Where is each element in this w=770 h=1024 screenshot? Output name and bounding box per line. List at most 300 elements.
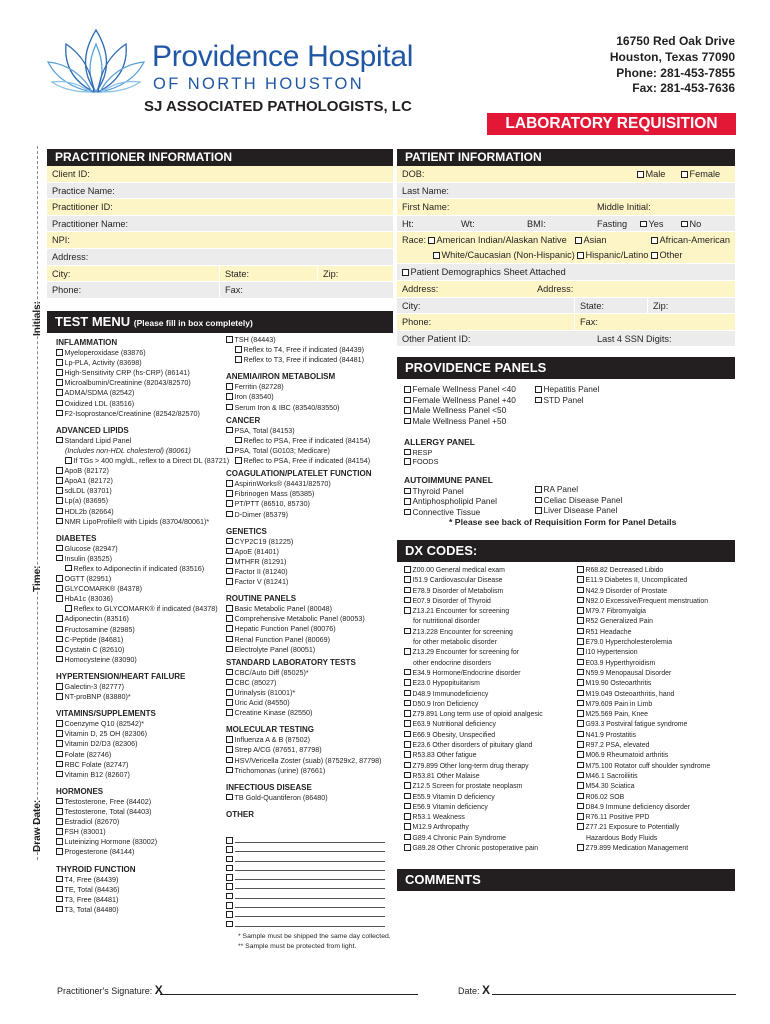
checkbox-icon[interactable] <box>404 407 411 414</box>
checkbox-icon[interactable] <box>577 731 584 738</box>
checkbox-icon[interactable] <box>56 730 63 737</box>
race-option-4[interactable] <box>433 247 575 263</box>
checkbox-icon[interactable] <box>226 837 233 844</box>
list-item[interactable] <box>226 614 382 624</box>
checkbox-icon[interactable] <box>577 782 584 789</box>
list-item[interactable] <box>404 576 543 586</box>
list-item[interactable] <box>404 597 543 607</box>
list-item[interactable] <box>56 496 229 506</box>
checkbox-icon[interactable] <box>577 803 584 810</box>
checkbox-icon[interactable] <box>577 587 584 594</box>
checkbox-icon[interactable] <box>404 648 411 655</box>
list-item[interactable] <box>226 645 382 655</box>
checkbox-icon[interactable] <box>404 751 411 758</box>
panel-option[interactable] <box>535 505 622 516</box>
checkbox-icon[interactable] <box>404 458 411 465</box>
write-in-line[interactable] <box>235 845 385 852</box>
list-item[interactable] <box>226 678 382 688</box>
checkbox-icon[interactable] <box>226 490 233 497</box>
checkbox-icon[interactable] <box>577 710 584 717</box>
checkbox-icon[interactable] <box>404 823 411 830</box>
reflex-test-item[interactable] <box>226 456 382 466</box>
checkbox-icon[interactable] <box>404 397 411 404</box>
checkbox-icon[interactable] <box>56 349 63 356</box>
patient-city-label[interactable]: City: <box>402 300 421 311</box>
checkbox-icon[interactable] <box>404 587 411 594</box>
race-option-5[interactable] <box>577 247 648 263</box>
checkbox-icon[interactable] <box>226 669 233 676</box>
checkbox-icon[interactable] <box>226 846 233 853</box>
checkbox-icon[interactable] <box>577 597 584 604</box>
checkbox-icon[interactable] <box>56 906 63 913</box>
list-item[interactable] <box>404 607 543 617</box>
list-item[interactable] <box>226 635 382 645</box>
list-item[interactable] <box>577 679 710 689</box>
first-name-label[interactable]: First Name: <box>402 202 450 213</box>
checkbox-icon[interactable] <box>226 709 233 716</box>
list-item[interactable] <box>577 782 710 792</box>
list-item[interactable] <box>56 719 229 729</box>
checkbox-icon[interactable] <box>577 772 584 779</box>
reflex-test-item[interactable] <box>226 355 382 365</box>
list-item[interactable] <box>226 557 382 567</box>
checkbox-icon[interactable] <box>56 379 63 386</box>
list-item[interactable] <box>404 700 543 710</box>
checkbox-icon[interactable] <box>65 565 72 572</box>
checkbox-icon[interactable] <box>535 497 542 504</box>
list-item[interactable] <box>226 446 382 456</box>
list-item[interactable] <box>226 668 382 678</box>
checkbox-icon[interactable] <box>433 252 440 259</box>
checkbox-icon[interactable] <box>56 646 63 653</box>
checkbox-icon[interactable] <box>56 798 63 805</box>
checkbox-icon[interactable] <box>56 518 63 525</box>
checkbox-icon[interactable] <box>226 404 233 411</box>
list-item[interactable] <box>56 655 229 665</box>
checkbox-icon[interactable] <box>577 813 584 820</box>
list-item[interactable] <box>226 688 382 698</box>
demographics-row[interactable] <box>397 264 735 281</box>
checkbox-icon[interactable] <box>56 508 63 515</box>
checkbox-icon[interactable] <box>226 856 233 863</box>
list-item[interactable] <box>226 382 382 392</box>
list-item[interactable] <box>226 547 382 557</box>
checkbox-icon[interactable] <box>56 497 63 504</box>
checkbox-icon[interactable] <box>226 921 233 928</box>
checkbox-icon[interactable] <box>577 741 584 748</box>
other-test-line[interactable] <box>226 882 385 891</box>
checkbox-icon[interactable] <box>404 793 411 800</box>
checkbox-icon[interactable] <box>56 838 63 845</box>
checkbox-icon[interactable] <box>404 700 411 707</box>
list-item[interactable] <box>404 772 543 782</box>
checkbox-icon[interactable] <box>404 386 411 393</box>
checkbox-icon[interactable] <box>226 767 233 774</box>
list-item[interactable] <box>56 625 229 635</box>
write-in-line[interactable] <box>235 920 385 927</box>
list-item[interactable] <box>56 895 229 905</box>
practitioner-city-label[interactable]: City: <box>52 268 71 279</box>
practice-name-field[interactable] <box>47 183 393 200</box>
list-item[interactable] <box>56 486 229 496</box>
checkbox-icon[interactable] <box>577 762 584 769</box>
panel-option[interactable] <box>404 405 516 416</box>
list-item[interactable] <box>577 762 710 772</box>
list-item[interactable] <box>226 489 382 499</box>
list-item[interactable] <box>404 679 543 689</box>
race-option-3[interactable] <box>651 232 730 248</box>
panel-option[interactable] <box>535 495 622 506</box>
checkbox-icon[interactable] <box>226 736 233 743</box>
checkbox-icon[interactable] <box>226 558 233 565</box>
checkbox-icon[interactable] <box>226 911 233 918</box>
list-item[interactable] <box>404 844 543 854</box>
checkbox-icon[interactable] <box>404 731 411 738</box>
list-item[interactable] <box>226 499 382 509</box>
checkbox-icon[interactable] <box>226 615 233 622</box>
checkbox-icon[interactable] <box>404 576 411 583</box>
other-test-line[interactable] <box>226 901 385 910</box>
checkbox-icon[interactable] <box>404 762 411 769</box>
list-item[interactable] <box>404 813 543 823</box>
checkbox-icon[interactable] <box>404 449 411 456</box>
list-item[interactable] <box>56 905 229 915</box>
write-in-line[interactable] <box>235 882 385 889</box>
checkbox-icon[interactable] <box>535 507 542 514</box>
list-item[interactable] <box>226 698 382 708</box>
list-item[interactable] <box>404 782 543 792</box>
checkbox-icon[interactable] <box>235 346 242 353</box>
panel-option[interactable] <box>404 486 497 497</box>
list-item[interactable] <box>56 574 229 584</box>
practitioner-phone-label[interactable]: Phone: <box>52 285 82 296</box>
checkbox-icon[interactable] <box>404 844 411 851</box>
list-item[interactable] <box>577 597 710 607</box>
checkbox-icon[interactable] <box>404 710 411 717</box>
signature-line[interactable] <box>160 994 418 995</box>
list-item[interactable] <box>404 803 543 813</box>
list-item[interactable] <box>56 885 229 895</box>
checkbox-icon[interactable] <box>226 383 233 390</box>
checkbox-icon[interactable] <box>56 771 63 778</box>
checkbox-icon[interactable] <box>577 617 584 624</box>
race-option-1[interactable] <box>428 232 567 248</box>
checkbox-icon[interactable] <box>577 566 584 573</box>
list-item[interactable] <box>56 729 229 739</box>
list-item[interactable] <box>56 378 229 388</box>
list-item[interactable] <box>56 614 229 624</box>
write-in-line[interactable] <box>235 910 385 917</box>
dob-label[interactable]: DOB: <box>402 169 425 179</box>
checkbox-icon[interactable] <box>577 648 584 655</box>
list-item[interactable] <box>226 403 382 413</box>
reflex-test-item[interactable] <box>226 345 382 355</box>
list-item[interactable] <box>226 604 382 614</box>
list-item[interactable] <box>56 770 229 780</box>
other-test-line[interactable] <box>226 836 385 845</box>
list-item[interactable] <box>404 648 543 658</box>
checkbox-icon[interactable] <box>404 597 411 604</box>
patient-fax-field[interactable] <box>574 314 598 330</box>
checkbox-icon[interactable] <box>235 356 242 363</box>
list-item[interactable] <box>577 659 710 669</box>
checkbox-icon[interactable] <box>56 359 63 366</box>
checkbox-icon[interactable] <box>226 646 233 653</box>
list-item[interactable] <box>226 745 382 755</box>
middle-initial-label[interactable]: Middle Initial: <box>597 202 651 213</box>
checkbox-icon[interactable] <box>226 636 233 643</box>
write-in-line[interactable] <box>235 873 385 880</box>
checkbox-icon[interactable] <box>575 237 582 244</box>
list-item[interactable] <box>56 507 229 517</box>
checkbox-icon[interactable] <box>226 548 233 555</box>
checkbox-icon[interactable] <box>404 782 411 789</box>
panel-option[interactable] <box>535 484 622 495</box>
list-item[interactable] <box>404 731 543 741</box>
checkbox-icon[interactable] <box>65 605 72 612</box>
checkbox-icon[interactable] <box>404 488 411 495</box>
list-item[interactable] <box>404 720 543 730</box>
other-test-line[interactable] <box>226 864 385 873</box>
checkbox-icon[interactable] <box>404 741 411 748</box>
checkbox-icon[interactable] <box>56 389 63 396</box>
list-item[interactable] <box>56 436 229 446</box>
list-item[interactable] <box>56 388 229 398</box>
npi-field[interactable] <box>47 232 393 249</box>
checkbox-icon[interactable] <box>577 690 584 697</box>
checkbox-icon[interactable] <box>402 269 409 276</box>
checkbox-icon[interactable] <box>56 467 63 474</box>
reflex-test-item[interactable] <box>226 436 382 446</box>
list-item[interactable] <box>56 837 229 847</box>
checkbox-icon[interactable] <box>56 545 63 552</box>
list-item[interactable] <box>56 682 229 692</box>
checkbox-icon[interactable] <box>577 823 584 830</box>
practitioner-name-field[interactable] <box>47 216 393 233</box>
list-item[interactable] <box>56 466 229 476</box>
panel-option[interactable] <box>404 448 475 458</box>
checkbox-icon[interactable] <box>226 447 233 454</box>
checkbox-icon[interactable] <box>404 679 411 686</box>
checkbox-icon[interactable] <box>56 410 63 417</box>
checkbox-icon[interactable] <box>404 690 411 697</box>
checkbox-icon[interactable] <box>637 171 644 178</box>
checkbox-icon[interactable] <box>56 886 63 893</box>
checkbox-icon[interactable] <box>226 480 233 487</box>
male-option[interactable] <box>637 166 665 183</box>
list-item[interactable] <box>226 766 382 776</box>
race-option-6[interactable] <box>651 247 682 263</box>
checkbox-icon[interactable] <box>56 437 63 444</box>
checkbox-icon[interactable] <box>56 477 63 484</box>
practitioner-fax-field[interactable] <box>219 282 243 298</box>
checkbox-icon[interactable] <box>235 437 242 444</box>
list-item[interactable] <box>577 587 710 597</box>
list-item[interactable] <box>56 875 229 885</box>
checkbox-icon[interactable] <box>226 511 233 518</box>
checkbox-icon[interactable] <box>56 693 63 700</box>
checkbox-icon[interactable] <box>65 457 72 464</box>
list-item[interactable] <box>226 577 382 587</box>
checkbox-icon[interactable] <box>681 171 688 178</box>
list-item[interactable] <box>226 793 382 803</box>
bmi-label[interactable]: BMI: <box>527 218 546 229</box>
checkbox-icon[interactable] <box>404 628 411 635</box>
ssn-label[interactable]: Last 4 SSN Digits: <box>597 333 672 344</box>
client-id-field[interactable] <box>47 166 393 183</box>
practitioner-id-field[interactable] <box>47 199 393 216</box>
checkbox-icon[interactable] <box>226 699 233 706</box>
fasting-yes-option[interactable] <box>640 216 664 233</box>
checkbox-icon[interactable] <box>56 683 63 690</box>
other-test-line[interactable] <box>226 873 385 882</box>
checkbox-icon[interactable] <box>56 848 63 855</box>
panel-option[interactable] <box>404 416 516 427</box>
checkbox-icon[interactable] <box>226 625 233 632</box>
list-item[interactable] <box>577 648 710 658</box>
checkbox-icon[interactable] <box>56 720 63 727</box>
other-id-label[interactable]: Other Patient ID: <box>402 333 471 344</box>
list-item[interactable] <box>577 710 710 720</box>
list-item[interactable] <box>226 537 382 547</box>
list-item[interactable] <box>404 628 543 638</box>
checkbox-icon[interactable] <box>577 607 584 614</box>
list-item[interactable] <box>226 426 382 436</box>
list-item[interactable] <box>56 594 229 604</box>
patient-address2-label[interactable]: Address: <box>537 283 574 294</box>
checkbox-icon[interactable] <box>577 751 584 758</box>
checkbox-icon[interactable] <box>226 883 233 890</box>
checkbox-icon[interactable] <box>56 369 63 376</box>
panel-option[interactable] <box>404 496 497 507</box>
comments-area[interactable] <box>397 891 735 953</box>
list-item[interactable] <box>226 708 382 718</box>
checkbox-icon[interactable] <box>226 746 233 753</box>
checkbox-icon[interactable] <box>404 509 411 516</box>
panel-option[interactable] <box>404 384 516 395</box>
list-item[interactable] <box>404 741 543 751</box>
checkbox-icon[interactable] <box>404 772 411 779</box>
checkbox-icon[interactable] <box>56 595 63 602</box>
checkbox-icon[interactable] <box>577 638 584 645</box>
checkbox-icon[interactable] <box>226 393 233 400</box>
patient-address-label[interactable]: Address: <box>402 283 439 294</box>
checkbox-icon[interactable] <box>577 669 584 676</box>
list-item[interactable] <box>577 576 710 586</box>
checkbox-icon[interactable] <box>226 794 233 801</box>
checkbox-icon[interactable] <box>226 689 233 696</box>
list-item[interactable] <box>404 710 543 720</box>
date-line[interactable] <box>492 994 736 995</box>
checkbox-icon[interactable] <box>404 498 411 505</box>
checkbox-icon[interactable] <box>226 902 233 909</box>
list-item[interactable] <box>56 692 229 702</box>
checkbox-icon[interactable] <box>56 876 63 883</box>
list-item[interactable] <box>56 544 229 554</box>
reflex-test-item[interactable] <box>56 564 229 574</box>
checkbox-icon[interactable] <box>226 538 233 545</box>
checkbox-icon[interactable] <box>226 865 233 872</box>
checkbox-icon[interactable] <box>56 575 63 582</box>
reflex-test-item[interactable] <box>56 604 229 614</box>
list-item[interactable] <box>404 834 543 844</box>
checkbox-icon[interactable] <box>681 221 688 228</box>
list-item[interactable] <box>56 554 229 564</box>
checkbox-icon[interactable] <box>56 896 63 903</box>
write-in-line[interactable] <box>235 855 385 862</box>
panel-option[interactable] <box>404 395 516 406</box>
list-item[interactable] <box>56 847 229 857</box>
list-item[interactable] <box>226 392 382 402</box>
checkbox-icon[interactable] <box>56 751 63 758</box>
checkbox-icon[interactable] <box>428 237 435 244</box>
list-item[interactable] <box>577 823 710 833</box>
list-item[interactable] <box>577 720 710 730</box>
patient-zip-field[interactable] <box>647 298 668 314</box>
checkbox-icon[interactable] <box>56 808 63 815</box>
checkbox-icon[interactable] <box>56 636 63 643</box>
female-option[interactable] <box>681 166 720 183</box>
list-item[interactable] <box>577 700 710 710</box>
list-item[interactable] <box>56 817 229 827</box>
list-item[interactable] <box>404 823 543 833</box>
list-item[interactable] <box>577 741 710 751</box>
checkbox-icon[interactable] <box>56 740 63 747</box>
list-item[interactable] <box>226 624 382 634</box>
list-item[interactable] <box>56 409 229 419</box>
list-item[interactable] <box>56 348 229 358</box>
list-item[interactable] <box>226 335 382 345</box>
race-option-2[interactable] <box>575 232 606 248</box>
checkbox-icon[interactable] <box>226 757 233 764</box>
checkbox-icon[interactable] <box>535 486 542 493</box>
list-item[interactable] <box>56 517 229 527</box>
checkbox-icon[interactable] <box>577 700 584 707</box>
checkbox-icon[interactable] <box>56 400 63 407</box>
list-item[interactable] <box>577 638 710 648</box>
list-item[interactable] <box>56 827 229 837</box>
checkbox-icon[interactable] <box>56 615 63 622</box>
list-item[interactable] <box>577 803 710 813</box>
list-item[interactable] <box>226 479 382 489</box>
list-item[interactable] <box>404 587 543 597</box>
list-item[interactable] <box>56 584 229 594</box>
list-item[interactable] <box>56 750 229 760</box>
checkbox-icon[interactable] <box>404 566 411 573</box>
checkbox-icon[interactable] <box>577 844 584 851</box>
list-item[interactable] <box>577 566 710 576</box>
write-in-line[interactable] <box>235 864 385 871</box>
checkbox-icon[interactable] <box>226 427 233 434</box>
checkbox-icon[interactable] <box>404 813 411 820</box>
checkbox-icon[interactable] <box>577 576 584 583</box>
list-item[interactable] <box>226 756 382 766</box>
list-item[interactable] <box>404 566 543 576</box>
checkbox-icon[interactable] <box>235 457 242 464</box>
list-item[interactable] <box>56 399 229 409</box>
patient-state-field[interactable] <box>574 298 604 314</box>
other-test-line[interactable] <box>226 845 385 854</box>
list-item[interactable] <box>226 510 382 520</box>
list-item[interactable] <box>404 793 543 803</box>
checkbox-icon[interactable] <box>226 500 233 507</box>
practitioner-zip-field[interactable] <box>317 266 338 282</box>
checkbox-icon[interactable] <box>535 386 542 393</box>
checkbox-icon[interactable] <box>640 221 647 228</box>
list-item[interactable] <box>404 669 543 679</box>
ht-label[interactable]: Ht: <box>402 218 414 229</box>
list-item[interactable] <box>56 645 229 655</box>
